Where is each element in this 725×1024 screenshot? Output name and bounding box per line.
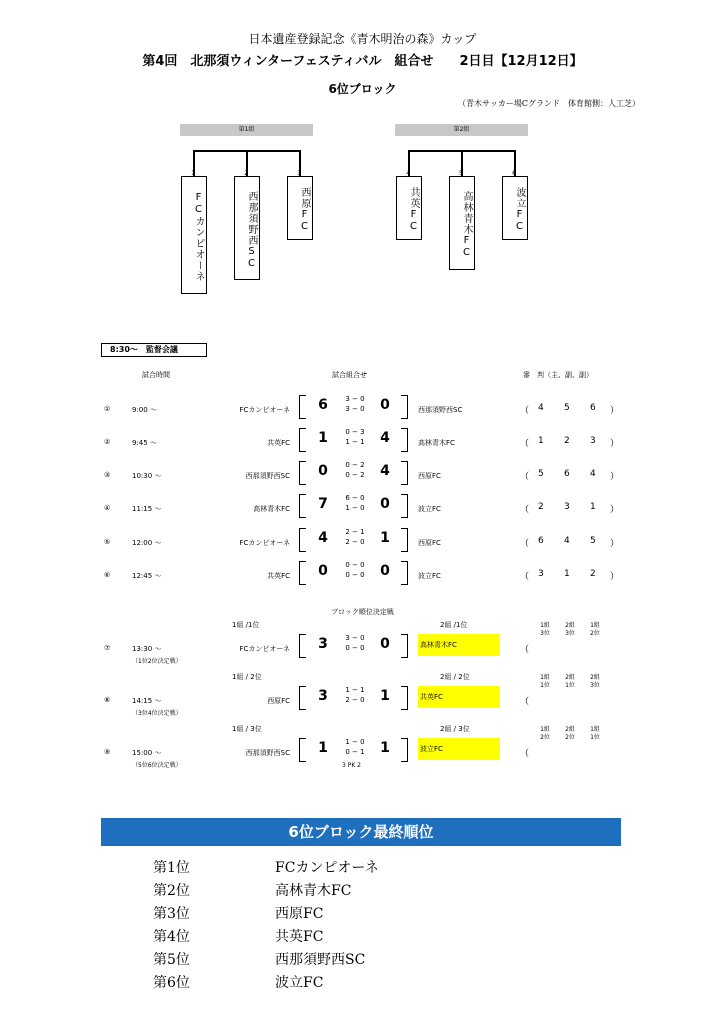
standing-rank: 第5位 xyxy=(153,952,190,968)
referee-assistant: 3 xyxy=(590,436,596,446)
match-row: ② 9:45 ～ 共英FC 1 0 − 3 1 − 1 4 高林青木FC （ 1 2 3 ） xyxy=(0,428,725,458)
score-bracket-left xyxy=(299,561,306,585)
match-row: ④ 11:15 ～ 高林青木FC 7 6 − 0 1 − 0 0 波立FC （ 2 3 1 ） xyxy=(0,494,725,524)
second-half-score: 0 − 1 xyxy=(345,748,365,756)
away-team: 波立FC xyxy=(418,572,441,580)
referee-assistant: 4 xyxy=(590,469,596,479)
standing-rank: 第1位 xyxy=(153,860,190,876)
score-bracket-right xyxy=(401,686,408,710)
first-half-score: 1 − 0 xyxy=(345,738,365,746)
standing-rank: 第2位 xyxy=(153,883,190,899)
away-score: 0 xyxy=(380,397,390,413)
home-score: 0 xyxy=(318,463,328,479)
match-number: ③ xyxy=(104,471,111,479)
paren-open: （ xyxy=(520,749,530,759)
first-half-score: 6 − 0 xyxy=(345,494,365,502)
match-note: （3位4位決定戦） xyxy=(132,710,182,717)
first-half-score: 3 − 0 xyxy=(345,634,365,642)
away-score: 0 xyxy=(380,496,390,512)
first-half-score: 0 − 3 xyxy=(345,428,365,436)
score-bracket-right xyxy=(401,634,408,658)
match-time: 9:45 ～ xyxy=(132,439,157,447)
col-header-match: 試合組合せ xyxy=(332,371,367,379)
first-half-score: 2 − 1 xyxy=(345,528,365,536)
paren-open: （ xyxy=(520,697,530,707)
score-bracket-left xyxy=(299,461,306,485)
home-seed-label: 1組 /1位 xyxy=(232,621,260,629)
score-bracket-right xyxy=(401,494,408,518)
pk-result: 3 PK 2 xyxy=(342,762,362,769)
referee-assignment: 1組 2位 xyxy=(590,622,600,637)
referee-main: 6 xyxy=(538,536,544,546)
away-score: 4 xyxy=(380,463,390,479)
referee-main: 1 xyxy=(538,436,544,446)
home-score: 1 xyxy=(318,740,328,756)
home-team: 西那須野西SC xyxy=(245,749,290,757)
venue-note: （青木サッカー場Cグランド 体育館側：人工芝） xyxy=(458,99,640,108)
score-bracket-right xyxy=(401,395,408,419)
match-row: ⑥ 12:45 ～ 共英FC 0 0 − 0 0 − 0 0 波立FC （ 3 1 2 ） xyxy=(0,561,725,591)
doc-title-line1: 日本遺産登録記念《青木明治の森》カップ xyxy=(248,32,477,46)
away-team: 高林青木FC xyxy=(418,439,455,447)
first-half-score: 1 − 1 xyxy=(345,686,365,694)
match-number: ⑦ xyxy=(104,644,111,652)
tiebreak-title: ブロック順位決定戦 xyxy=(331,608,394,616)
slot-number: 3 xyxy=(297,170,301,177)
home-seed-label: 1組 / 2位 xyxy=(232,673,262,681)
referee-main: 4 xyxy=(538,403,544,413)
referee-assignment: 2組 1位 xyxy=(565,674,575,689)
standing-team: FCカンピオーネ xyxy=(275,860,379,876)
team-box: 共英FC xyxy=(396,176,422,240)
away-team-highlighted: 共英FC xyxy=(418,686,500,708)
home-team: 西原FC xyxy=(267,697,290,705)
home-score: 6 xyxy=(318,397,328,413)
match-time: 11:15 ～ xyxy=(132,505,162,513)
referee-assistant: 6 xyxy=(564,469,570,479)
home-score: 4 xyxy=(318,530,328,546)
first-half-score: 0 − 2 xyxy=(345,461,365,469)
referee-assistant: 4 xyxy=(564,536,570,546)
home-team: FCカンピオーネ xyxy=(239,406,290,414)
standing-rank: 第3位 xyxy=(153,906,190,922)
away-team: 西原FC xyxy=(418,539,441,547)
referee-assistant: 5 xyxy=(590,536,596,546)
team-box: FCカンピオーネ xyxy=(181,176,207,294)
away-score: 0 xyxy=(380,636,390,652)
away-team-highlighted: 波立FC xyxy=(418,738,500,760)
referee-assignment: 1組 1位 xyxy=(540,674,550,689)
second-half-score: 0 − 2 xyxy=(345,471,365,479)
referee-assignment: 1組 2位 xyxy=(540,726,550,741)
col-header-time: 試合時間 xyxy=(142,371,170,379)
standing-team: 共英FC xyxy=(275,929,324,945)
match-row: ① 9:00 ～ FCカンピオーネ 6 3 − 0 3 − 0 0 西那須野西SC （ 4 5 6 ） xyxy=(0,395,725,425)
match-time: 13:30 ～ xyxy=(132,645,162,653)
away-team: 西那須野西SC xyxy=(418,406,463,414)
away-team-highlighted: 高林青木FC xyxy=(418,634,500,656)
score-bracket-right xyxy=(401,461,408,485)
referee-assignment: 2組 3位 xyxy=(590,674,600,689)
score-bracket-right xyxy=(401,528,408,552)
team-box: 西原FC xyxy=(287,176,313,240)
slot-number: 4 xyxy=(406,170,410,177)
match-number: ① xyxy=(104,405,111,413)
home-team: FCカンピオーネ xyxy=(239,645,290,653)
away-score: 1 xyxy=(380,740,390,756)
match-time: 14:15 ～ xyxy=(132,697,162,705)
away-score: 1 xyxy=(380,688,390,704)
block-title: 6位ブロック xyxy=(328,82,397,96)
first-half-score: 3 − 0 xyxy=(345,395,365,403)
referee-assistant: 5 xyxy=(564,403,570,413)
second-half-score: 1 − 1 xyxy=(345,438,365,446)
match-note: （5位6位決定戦） xyxy=(132,762,182,769)
match-number: ② xyxy=(104,438,111,446)
referee-assignment: 1組 1位 xyxy=(590,726,600,741)
referee-main: 5 xyxy=(538,469,544,479)
match-row: ⑤ 12:00 ～ FCカンピオーネ 4 2 − 1 2 − 0 1 西原FC （ 6 4 5 ） xyxy=(0,528,725,558)
home-score: 0 xyxy=(318,563,328,579)
referee-main: 2 xyxy=(538,502,544,512)
match-number: ⑤ xyxy=(104,538,111,546)
slot-number: 1 xyxy=(191,170,195,177)
score-bracket-left xyxy=(299,428,306,452)
group-1-label: 第1組 xyxy=(180,124,313,136)
away-seed-label: 2組 / 3位 xyxy=(440,725,470,733)
match-time: 12:00 ～ xyxy=(132,539,162,547)
placement-match-row xyxy=(0,725,725,769)
match-note: （1位2位決定戦） xyxy=(132,658,182,665)
score-bracket-left xyxy=(299,528,306,552)
home-team: 共英FC xyxy=(267,439,290,447)
second-half-score: 1 − 0 xyxy=(345,504,365,512)
second-half-score: 0 − 0 xyxy=(345,644,365,652)
away-score: 0 xyxy=(380,563,390,579)
referee-assignment: 2組 2位 xyxy=(565,726,575,741)
referee-assistant: 2 xyxy=(564,436,570,446)
match-number: ⑧ xyxy=(104,696,111,704)
placement-match-row xyxy=(0,673,725,717)
second-half-score: 2 − 0 xyxy=(345,696,365,704)
second-half-score: 0 − 0 xyxy=(345,571,365,579)
standing-team: 波立FC xyxy=(275,975,324,991)
slot-number: 6 xyxy=(512,170,516,177)
referee-main: 3 xyxy=(538,569,544,579)
referee-assistant: 6 xyxy=(590,403,596,413)
slot-number: 2 xyxy=(244,170,248,177)
final-standings-title: 6位ブロック最終順位 xyxy=(101,818,621,846)
away-score: 1 xyxy=(380,530,390,546)
referee-assistant: 3 xyxy=(564,502,570,512)
home-score: 3 xyxy=(318,636,328,652)
placement-match-row xyxy=(0,621,725,665)
referee-assistant: 1 xyxy=(590,502,596,512)
score-bracket-right xyxy=(401,428,408,452)
away-team: 西原FC xyxy=(418,472,441,480)
paren-open: （ xyxy=(520,645,530,655)
match-number: ④ xyxy=(104,504,111,512)
score-bracket-left xyxy=(299,634,306,658)
match-row: ③ 10:30 ～ 西那須野西SC 0 0 − 2 0 − 2 4 西原FC （ 5 6 4 ） xyxy=(0,461,725,491)
home-team: 西那須野西SC xyxy=(245,472,290,480)
away-seed-label: 2組 /1位 xyxy=(440,621,468,629)
home-seed-label: 1組 / 3位 xyxy=(232,725,262,733)
referee-assignment: 2組 3位 xyxy=(565,622,575,637)
score-bracket-left xyxy=(299,686,306,710)
standing-rank: 第4位 xyxy=(153,929,190,945)
start-time-label: 8:30～ 監督会議 xyxy=(101,343,207,357)
col-header-referee: 審 判（主、副、副） xyxy=(523,371,593,379)
standing-team: 高林青木FC xyxy=(275,883,352,899)
match-number: ⑥ xyxy=(104,571,111,579)
match-number: ⑨ xyxy=(104,748,111,756)
home-team: 高林青木FC xyxy=(253,505,290,513)
home-score: 3 xyxy=(318,688,328,704)
referee-assistant: 2 xyxy=(590,569,596,579)
group-2-label: 第2組 xyxy=(395,124,528,136)
doc-title-line2: 第4回 北那須ウィンターフェスティバル 組合せ 2日目【12月12日】 xyxy=(142,54,583,69)
match-time: 15:00 ～ xyxy=(132,749,162,757)
away-seed-label: 2組 / 2位 xyxy=(440,673,470,681)
team-box: 波立FC xyxy=(502,176,528,240)
score-bracket-right xyxy=(401,561,408,585)
score-bracket-left xyxy=(299,738,306,762)
home-score: 7 xyxy=(318,496,328,512)
score-bracket-left xyxy=(299,494,306,518)
away-team: 波立FC xyxy=(418,505,441,513)
referee-assistant: 1 xyxy=(564,569,570,579)
score-bracket-left xyxy=(299,395,306,419)
team-box: 西那須野西SC xyxy=(234,176,260,280)
referee-assignment: 1組 3位 xyxy=(540,622,550,637)
standing-rank: 第6位 xyxy=(153,975,190,991)
home-team: FCカンピオーネ xyxy=(239,539,290,547)
second-half-score: 3 − 0 xyxy=(345,405,365,413)
first-half-score: 0 − 0 xyxy=(345,561,365,569)
slot-number: 5 xyxy=(459,170,463,177)
match-time: 10:30 ～ xyxy=(132,472,162,480)
match-time: 12:45 ～ xyxy=(132,572,162,580)
second-half-score: 2 − 0 xyxy=(345,538,365,546)
home-score: 1 xyxy=(318,430,328,446)
away-score: 4 xyxy=(380,430,390,446)
team-box: 高林青木FC xyxy=(449,176,475,270)
home-team: 共英FC xyxy=(267,572,290,580)
score-bracket-right xyxy=(401,738,408,762)
match-time: 9:00 ～ xyxy=(132,406,157,414)
standing-team: 西原FC xyxy=(275,906,324,922)
standing-team: 西那須野西SC xyxy=(275,952,366,968)
